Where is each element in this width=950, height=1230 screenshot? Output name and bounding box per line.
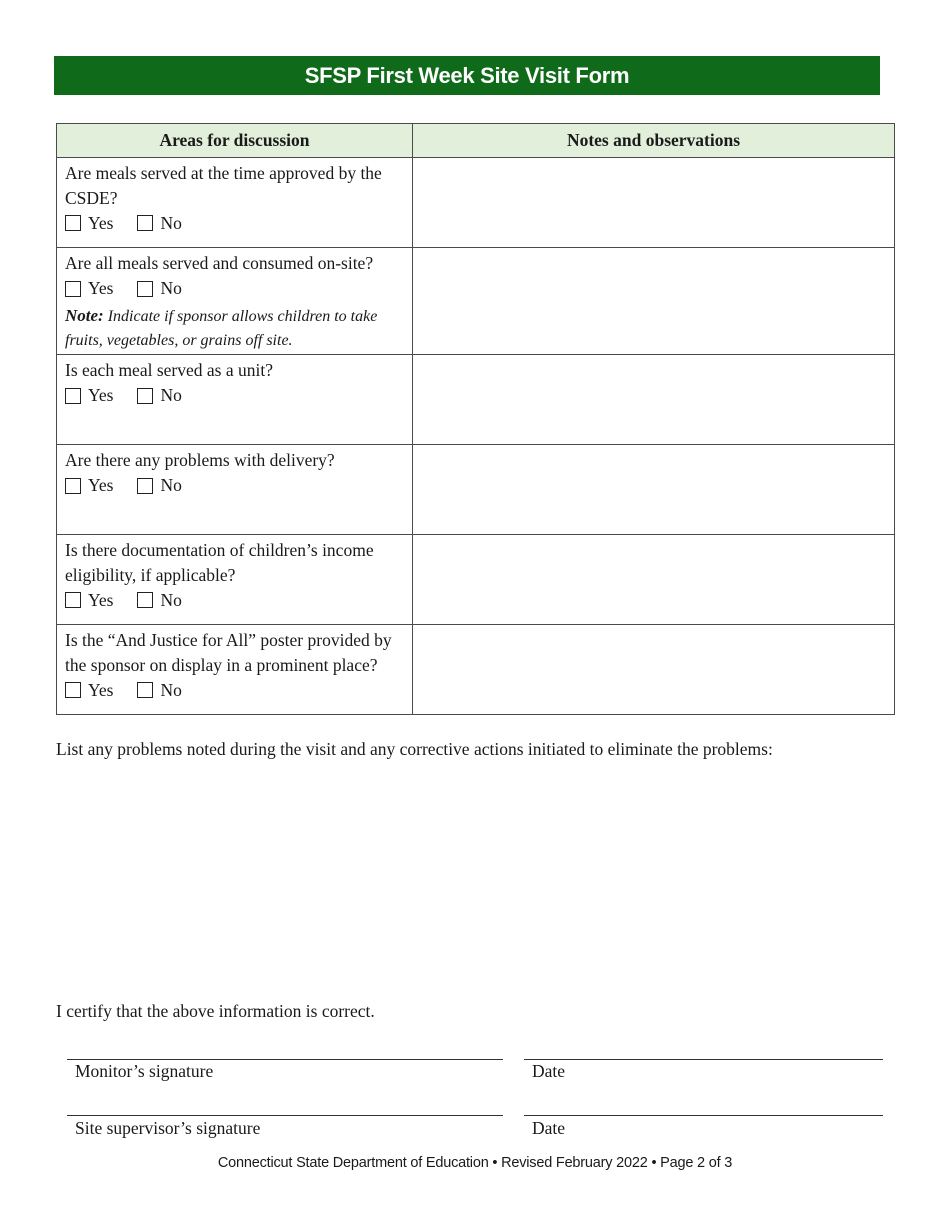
yes-checkbox[interactable]	[65, 281, 81, 297]
yes-checkbox[interactable]	[65, 682, 81, 698]
discussion-table	[56, 123, 895, 715]
notes-cell[interactable]	[413, 445, 895, 535]
note-label: Note:	[65, 305, 104, 325]
yes-no-group	[65, 276, 406, 302]
notes-cell[interactable]	[413, 355, 895, 445]
table-row	[57, 445, 895, 535]
no-checkbox[interactable]	[137, 388, 153, 404]
no-checkbox[interactable]	[137, 215, 153, 231]
question-cell	[57, 535, 413, 625]
supervisor-signature-label: Site supervisor’s signature	[75, 1118, 261, 1138]
notes-cell[interactable]	[413, 248, 895, 355]
no-option[interactable]	[137, 276, 181, 301]
monitor-signature-line[interactable]	[67, 1059, 503, 1060]
question-cell	[57, 355, 413, 445]
table-row	[57, 355, 895, 445]
yes-no-group	[65, 677, 406, 703]
no-label: No	[160, 385, 182, 406]
no-option[interactable]	[137, 211, 181, 236]
yes-label: Yes	[88, 589, 114, 610]
no-option[interactable]	[137, 588, 181, 613]
no-option[interactable]	[137, 383, 181, 408]
no-label: No	[160, 475, 182, 496]
table-row	[57, 158, 895, 248]
problems-prompt: List any problems noted during the visit and any corrective actions initiated to eliminate the problems:	[56, 739, 773, 759]
yes-label: Yes	[88, 475, 114, 496]
no-option[interactable]	[137, 678, 181, 703]
supervisor-date-label: Date	[532, 1118, 566, 1138]
question-cell	[57, 158, 413, 248]
yes-no-group	[65, 473, 406, 499]
form-title-banner: SFSP First Week Site Visit Form	[54, 56, 880, 95]
yes-option[interactable]	[65, 473, 113, 498]
table-header-row	[57, 124, 895, 158]
yes-label: Yes	[88, 212, 114, 233]
no-checkbox[interactable]	[137, 682, 153, 698]
question-text: Are there any problems with delivery?	[65, 450, 335, 470]
no-label: No	[160, 212, 182, 233]
monitor-date-label: Date	[532, 1061, 566, 1081]
monitor-signature-label: Monitor’s signature	[75, 1061, 214, 1081]
no-label: No	[160, 278, 182, 299]
yes-no-group	[65, 210, 406, 236]
question-text: Is there documentation of children’s income eligibility, if applicable?	[65, 540, 374, 585]
no-checkbox[interactable]	[137, 592, 153, 608]
yes-label: Yes	[88, 385, 114, 406]
question-cell	[57, 625, 413, 715]
yes-option[interactable]	[65, 383, 113, 408]
question-text: Are all meals served and consumed on-site?	[65, 253, 374, 273]
monitor-date-line[interactable]	[524, 1059, 883, 1060]
no-option[interactable]	[137, 473, 181, 498]
question-cell	[57, 248, 413, 355]
yes-option[interactable]	[65, 211, 113, 236]
yes-label: Yes	[88, 278, 114, 299]
yes-checkbox[interactable]	[65, 215, 81, 231]
supervisor-date-line[interactable]	[524, 1115, 883, 1116]
column-header-areas: Areas for discussion	[57, 124, 413, 158]
yes-option[interactable]	[65, 276, 113, 301]
question-cell	[57, 445, 413, 535]
table-row	[57, 535, 895, 625]
no-label: No	[160, 589, 182, 610]
notes-cell[interactable]	[413, 535, 895, 625]
yes-no-group	[65, 587, 406, 613]
no-label: No	[160, 679, 182, 700]
question-text: Is each meal served as a unit?	[65, 360, 273, 380]
question-text: Are meals served at the time approved by the CSDE?	[65, 163, 382, 208]
yes-option[interactable]	[65, 588, 113, 613]
yes-checkbox[interactable]	[65, 592, 81, 608]
yes-option[interactable]	[65, 678, 113, 703]
no-checkbox[interactable]	[137, 281, 153, 297]
table-row	[57, 248, 895, 355]
note-body: Indicate if sponsor allows children to take fruits, vegetables, or grains off site.	[65, 307, 378, 349]
table-row	[57, 625, 895, 715]
yes-checkbox[interactable]	[65, 388, 81, 404]
note-text	[65, 304, 406, 353]
column-header-notes: Notes and observations	[413, 124, 895, 158]
notes-cell[interactable]	[413, 158, 895, 248]
page-footer: Connecticut State Department of Education • Revised February 2022 • Page 2 of 3	[217, 1155, 733, 1171]
no-checkbox[interactable]	[137, 478, 153, 494]
yes-label: Yes	[88, 679, 114, 700]
yes-no-group	[65, 383, 406, 409]
supervisor-signature-line[interactable]	[67, 1115, 503, 1116]
certify-statement: I certify that the above information is correct.	[56, 1001, 375, 1021]
question-text: Is the “And Justice for All” poster provided by the sponsor on display in a prominent place?	[65, 630, 392, 675]
yes-checkbox[interactable]	[65, 478, 81, 494]
notes-cell[interactable]	[413, 625, 895, 715]
